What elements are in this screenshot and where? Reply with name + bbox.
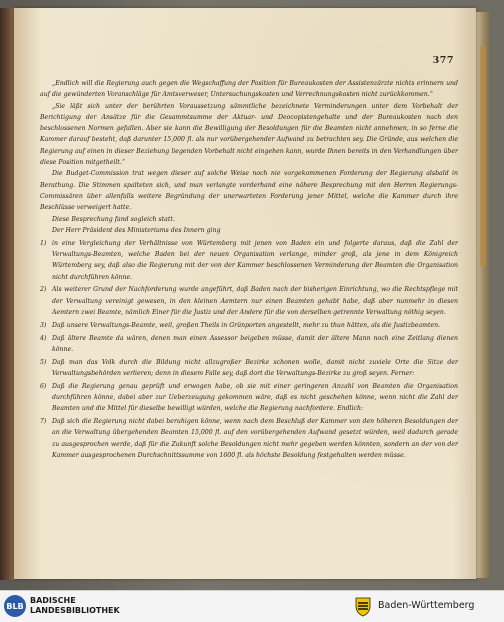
- state-name[interactable]: Baden-Württemberg: [378, 600, 475, 611]
- list-item: [40, 381, 458, 415]
- paragraph: Der Herr Präsident des Ministeriums des Innern ging: [52, 226, 221, 234]
- book-spine: [0, 8, 14, 580]
- library-name-line1: BADISCHE: [30, 596, 76, 605]
- list-item: [40, 238, 458, 283]
- list-number: 2): [40, 286, 47, 294]
- blb-logo-icon[interactable]: BLB: [4, 595, 26, 617]
- library-name[interactable]: [30, 596, 120, 616]
- list-text: Daß man das Volk durch die Bildung nicht allzugroßer Bezirke schonen wolle, damit nicht zuviele Orte die Sitze der Verwaltungsbehörden verlieren; denn in diesem Falle sey, daß dort die Verwaltungs-Bezirke zu groß seyen. Ferner:: [52, 358, 458, 377]
- list-item: [40, 320, 458, 331]
- list-text: Daß sich die Regierung nicht dabei beruhigen könne, wenn nach dem Beschluß der Kammer von den höheren Besoldungen der an die Verwaltung übergehenden Beamten 15,000 fl. auf den vorübergehenden Aufwand gesetzt würden, weil dadurch gerade zu ausgesprochen werde, daß für die Zukunft solche Besoldungen nicht mehr gegeben werden könnten, sondern an der von der Kammer ausgesprochenen Durchschnittssumme von 1600 fl. als höchste Besoldung festgehalten werden müsse.: [52, 418, 458, 459]
- list-item: [40, 357, 458, 380]
- list-item: [40, 416, 458, 461]
- paragraph: „Sie läßt sich unter der berührten Voraussetzung sämmtliche bezeichnete Verminderungen unter dem Vorbehalt der Berichtigung der Ansätze für die Gesammtsumme der Aktuar- und Deocopistengehalte und der Bureaukosten nach den beschlossenen Normen gefallen. Aber sie kann die Bewilligung der Besoldungen für die Beamten nicht annehmen, in so ferne die Kammer darauf besteht, daß darunter 15,000 fl. als nur vorübergehender Aufwand zu betrachten sey. Die Gründe, aus welchen die Regierung auf einen in dieser Beziehung liegenden Vorbehalt nicht eingehen kann, wurde Ihnen bereits in den Verhandlungen über diese Position mitgetheilt.“: [40, 102, 458, 167]
- list-text: Daß die Regierung genau geprüft und erwogen habe, ob sie mit einer geringeren Anzahl von Beamten die Organisation durchführen könne, dabei aber zur Ueberzeugung gekommen wäre, daß es nicht geschehen könne, wenn nicht die Zahl der Beamten und die Mittel für dieselbe bewilligt würden, welche die Regierung nachfordere. Endlich:: [52, 382, 458, 413]
- list-text: Als weiterer Grund der Nachforderung wurde angeführt, daß Baden nach der bisherigen Einrichtung, wo die Rechtspflege mit der Verwaltung vereinigt gewesen, in den kleinen Aemtern nur einen Beamten gehabt habe, daß aber nunmehr in diesen Aemtern zwei Beamte, nämlich Einer für die Justiz und der Andere für die von derselben getrennte Verwaltung nöthig seyen.: [52, 286, 458, 316]
- color-strip: [480, 46, 486, 266]
- list-number: 7): [40, 418, 47, 426]
- list-number: 3): [40, 321, 47, 329]
- page-number: 377: [432, 55, 454, 66]
- list-text: Daß unsere Verwaltungs-Beamte, weil, großen Theils in Grünporten angestellt, mehr zu thun hätten, als die Justizbeamten.: [52, 321, 441, 329]
- list-text: in eine Vergleichung der Verhältnisse von Würtemberg mit jenen von Baden ein und folgerte daraus, daß die Zahl der Verwaltungs-Beamten, welche Baden bei der neuen Organisation verlange, minder groß, als jene in dem Königreich Würtemberg sey, daß also die Regierung mit der von der Kammer beschlossenen Verminderung der Beamten die Organisation nicht durchführen könne.: [52, 239, 458, 281]
- paragraph: „Endlich will die Regierung auch gegen die Wegschaffung der Position für Bureaukosten der Assistenzärzte nichts erinnern und auf die gewünderten Voranschläge für Amtsverweser, Untersuchungskosten und Verrechnungskosten nicht zurückkommen.“: [40, 80, 458, 99]
- body-text: [40, 78, 458, 461]
- list-item: [40, 333, 458, 356]
- numbered-list: [40, 238, 458, 462]
- book-page: [14, 8, 476, 579]
- list-number: 4): [40, 334, 47, 342]
- list-number: 6): [40, 382, 47, 390]
- library-name-line2: LANDESBIBLIOTHEK: [30, 606, 120, 615]
- list-number: 1): [40, 239, 47, 247]
- footer-bar: [0, 590, 504, 622]
- list-number: 5): [40, 358, 47, 366]
- coat-of-arms-icon: [352, 595, 374, 617]
- paragraph: Die Budget-Commission trat wegen dieser auf solche Weise noch nie vorgekommenen Forderung der Regierung alsbald in Berathung. Die Stimmen spalteten sich, und man verlangte vorderhand eine nähere Besprechung mit den Herren Regierungs-Commissären über allenfalls weitere Begründung der unerwarteten Forderung jener Mittel, welche die Kammer durch ihre Beschlüsse verweigert hatte.: [40, 170, 458, 212]
- list-text: Daß ältere Beamte da wären, denen man einen Assessor beigeben müsse, damit der ältere Mann noch eine Zeitlang dienen könne.: [52, 334, 458, 353]
- paragraph: Diese Besprechung fand sogleich statt.: [52, 215, 175, 223]
- list-item: [40, 284, 458, 318]
